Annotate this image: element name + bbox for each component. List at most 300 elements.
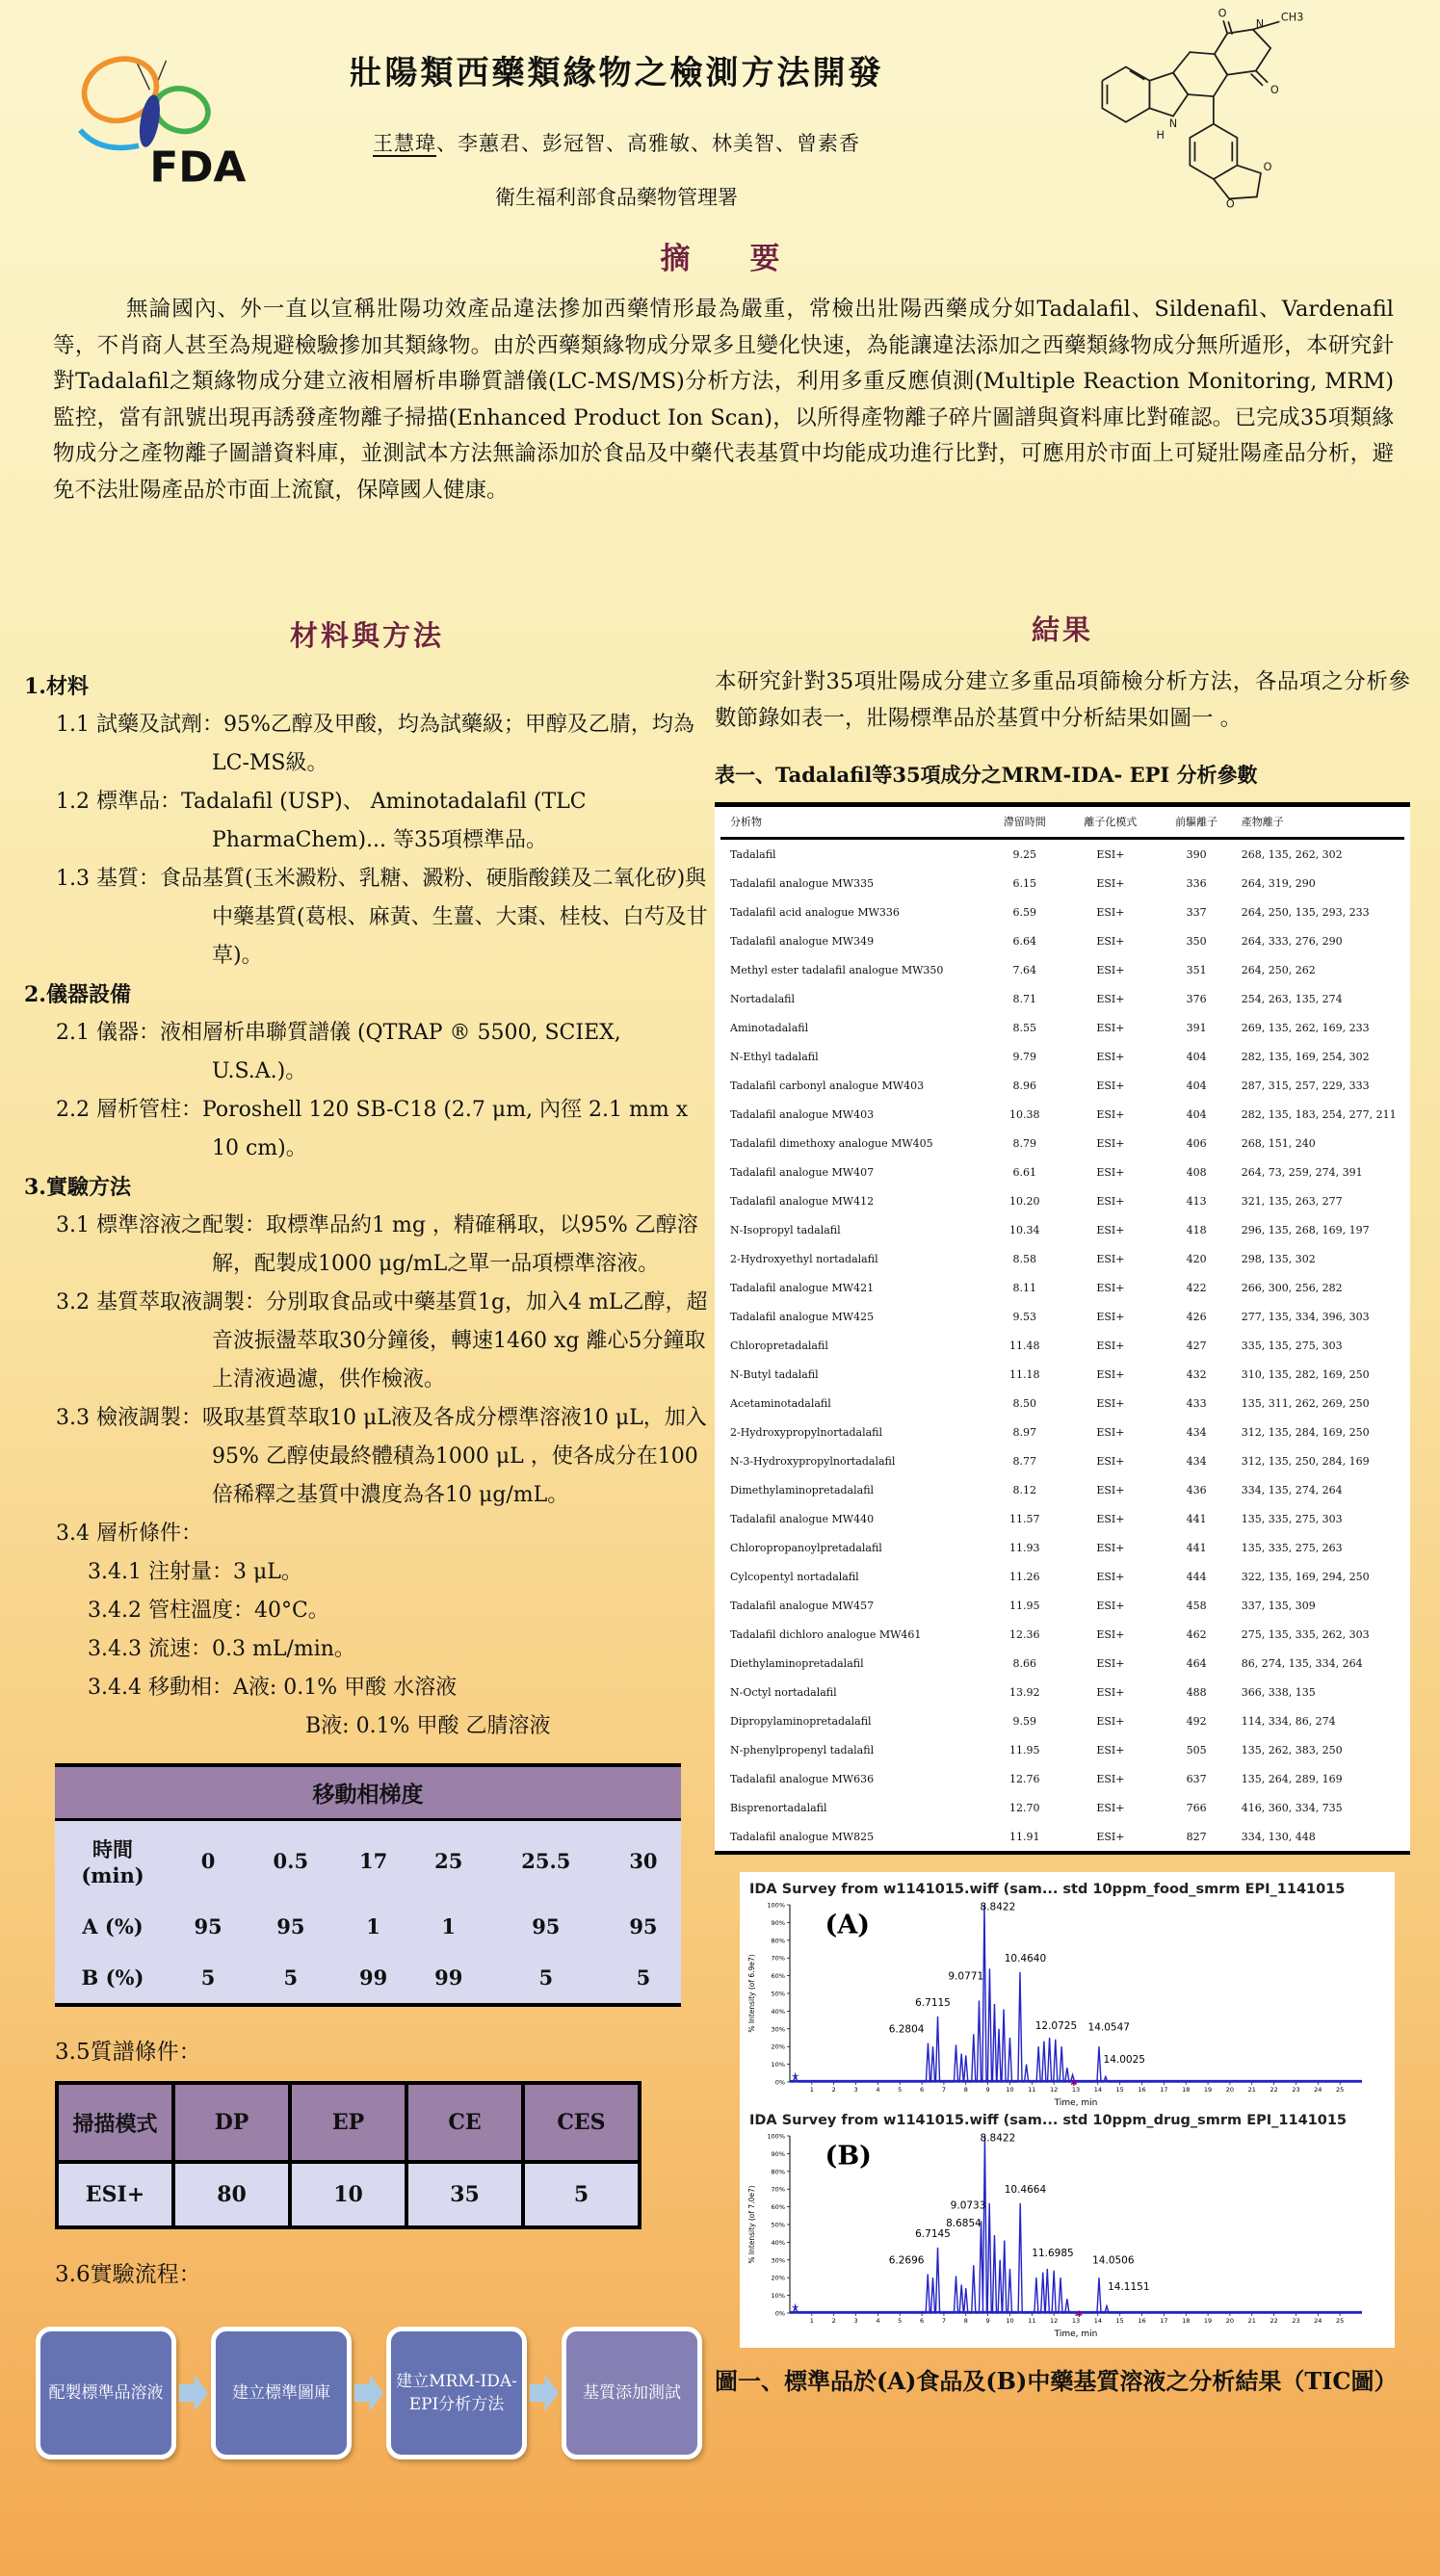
ms-header-cell: 掃描模式 (57, 2083, 173, 2162)
analyte-row (720, 1446, 1404, 1475)
svg-text:70%: 70% (771, 1954, 785, 1963)
svg-text:6.2804: 6.2804 (888, 2023, 925, 2036)
ms-value-cell: ESI+ (57, 2162, 173, 2227)
svg-text:0%: 0% (774, 2078, 785, 2087)
results-heading: 結果 (1031, 613, 1093, 646)
analyte-cell: 458 (1186, 1599, 1207, 1612)
method-item: B液: 0.1% 甲酸 乙腈溶液 (305, 1714, 551, 1738)
analyte-row (720, 1418, 1404, 1446)
svg-text:10: 10 (1006, 2317, 1014, 2325)
analyte-cell: 6.59 (1012, 905, 1036, 919)
analyte-cell: Chloropretadalafil (730, 1339, 828, 1352)
svg-text:1: 1 (809, 2317, 814, 2325)
svg-text:14.0025: 14.0025 (1103, 2053, 1145, 2066)
svg-text:21: 21 (1247, 2086, 1256, 2094)
gradient-row (55, 1901, 681, 1952)
analyte-cell: 266, 300, 256, 282 (1241, 1281, 1343, 1294)
analyte-cell: N-Isopropyl tadalafil (730, 1223, 841, 1236)
analyte-cell: N-Octyl nortadalafil (730, 1685, 837, 1699)
svg-text:+: + (791, 2302, 799, 2313)
analyte-cell: Tadalafil analogue MW407 (730, 1165, 875, 1179)
gradient-value: 30 (629, 1849, 658, 1873)
analyte-cell: ESI+ (1096, 1079, 1125, 1092)
ms-header-cell: CE (406, 2083, 523, 2162)
svg-text:13: 13 (1071, 2086, 1081, 2094)
analyte-cell: ESI+ (1096, 1194, 1125, 1208)
gradient-row-label: 時間 (min) (81, 1837, 144, 1887)
analyte-cell: 264, 319, 290 (1241, 876, 1316, 890)
analyte-cell: 135, 262, 383, 250 (1241, 1743, 1343, 1756)
analyte-row (720, 1591, 1404, 1620)
analyte-cell: ESI+ (1096, 934, 1125, 948)
analyte-row (720, 1158, 1404, 1186)
analyte-cell: Acetaminotadalafil (730, 1396, 831, 1410)
analyte-cell: N-Ethyl tadalafil (730, 1050, 819, 1063)
analyte-cell: 335, 135, 275, 303 (1241, 1339, 1343, 1352)
results-body: 本研究針對35項壯陽成分建立多重品項篩檢分析方法，各品項之分析參數節錄如表一，壯陽標準品於基質中分析結果如圖一 。 (715, 669, 1410, 731)
analyte-cell: ESI+ (1096, 1252, 1125, 1265)
analyte-cell: ESI+ (1096, 905, 1125, 919)
analyte-row (720, 1244, 1404, 1273)
analyte-cell: 376 (1186, 992, 1207, 1005)
analyte-cell: 6.64 (1012, 934, 1036, 948)
svg-text:✱: ✱ (1069, 2079, 1078, 2089)
analyte-row (720, 1649, 1404, 1678)
svg-text:50%: 50% (771, 1990, 785, 1998)
svg-text:12: 12 (1050, 2317, 1059, 2325)
gradient-value: 17 (358, 1849, 388, 1873)
analyte-cell: 264, 333, 276, 290 (1241, 934, 1343, 948)
analyte-cell: ESI+ (1096, 1050, 1125, 1063)
analyte-cell: Tadalafil (730, 847, 776, 861)
svg-text:12: 12 (1050, 2086, 1059, 2094)
analyte-cell: 11.95 (1009, 1599, 1040, 1612)
svg-text:11: 11 (1028, 2086, 1036, 2094)
method-item: 3.4.3 流速：0.3 mL/min。 (88, 1637, 355, 1661)
analyte-row (720, 1215, 1404, 1244)
analyte-cell: 8.97 (1012, 1425, 1036, 1439)
analyte-cell: ESI+ (1096, 1801, 1125, 1814)
analyte-cell: 282, 135, 183, 254, 277, 211 (1241, 1107, 1397, 1121)
svg-text:20%: 20% (771, 2274, 785, 2282)
ms-conditions-table (55, 2081, 641, 2229)
analyte-cell: ESI+ (1096, 1772, 1125, 1785)
analyte-header-cell: 前驅離子 (1154, 807, 1240, 839)
svg-text:9.0733: 9.0733 (950, 2199, 986, 2212)
analyte-cell: 9.59 (1012, 1714, 1036, 1728)
analyte-cell: 135, 264, 289, 169 (1241, 1772, 1343, 1785)
svg-text:6: 6 (920, 2317, 925, 2325)
svg-text:10%: 10% (771, 2292, 785, 2301)
gradient-value: 25 (434, 1849, 463, 1873)
flow-step: 建立MRM-IDA-EPI分析方法 (386, 2327, 527, 2459)
svg-text:80%: 80% (771, 2168, 785, 2176)
flow-arrow-icon (179, 2375, 208, 2411)
analyte-cell: 9.25 (1012, 847, 1036, 861)
analyte-row (720, 1620, 1404, 1649)
analyte-cell: 441 (1186, 1512, 1207, 1525)
analyte-header-cell: 產物離子 (1240, 807, 1404, 839)
analyte-cell: 351 (1186, 963, 1207, 976)
svg-text:100%: 100% (767, 1901, 785, 1910)
analyte-cell: ESI+ (1096, 1743, 1125, 1756)
analyte-cell: 8.77 (1012, 1454, 1036, 1468)
flow-caption: 3.6實驗流程： (55, 2262, 201, 2287)
svg-text:8.6854: 8.6854 (946, 2217, 982, 2229)
analyte-cell: ESI+ (1096, 1021, 1125, 1034)
abstract-heading: 摘 要 (660, 242, 780, 276)
analyte-row (720, 1186, 1404, 1215)
svg-text:O: O (1225, 197, 1235, 211)
svg-text:100%: 100% (767, 2132, 785, 2141)
analyte-cell: 434 (1186, 1425, 1207, 1439)
analyte-cell: 436 (1186, 1483, 1207, 1496)
analyte-cell: 8.71 (1012, 992, 1036, 1005)
chromatogram-a-title: IDA Survey from w1141015.wiff (sam... std 10ppm_food_smrm EPI_1141015 (749, 1882, 1346, 1897)
svg-text:40%: 40% (771, 2238, 785, 2247)
analyte-cell: ESI+ (1096, 1627, 1125, 1641)
analyte-cell: 427 (1186, 1339, 1207, 1352)
analyte-cell: Cylcopentyl nortadalafil (730, 1570, 859, 1583)
analyte-cell: 13.92 (1009, 1685, 1040, 1699)
ms-value-cell: 35 (406, 2162, 523, 2227)
svg-text:9: 9 (985, 2086, 990, 2094)
analyte-row (720, 1562, 1404, 1591)
analyte-cell: ESI+ (1096, 992, 1125, 1005)
gradient-value: 99 (358, 1965, 388, 1990)
svg-text:50%: 50% (771, 2221, 785, 2229)
analyte-cell: 766 (1186, 1801, 1207, 1814)
analyte-row (720, 1100, 1404, 1129)
analyte-cell: N-phenylpropenyl tadalafil (730, 1743, 875, 1756)
analyte-cell: 406 (1186, 1136, 1207, 1150)
analyte-cell: 264, 250, 135, 293, 233 (1241, 905, 1370, 919)
svg-text:9.0771: 9.0771 (948, 1970, 984, 1983)
svg-text:12.0725: 12.0725 (1034, 2019, 1078, 2032)
analyte-cell: 462 (1186, 1627, 1207, 1641)
analyte-cell: Tadalafil analogue MW421 (730, 1281, 875, 1294)
analyte-row (720, 1706, 1404, 1735)
analyte-cell: ESI+ (1096, 1599, 1125, 1612)
svg-text:10: 10 (1006, 2086, 1014, 2094)
analyte-cell: 426 (1186, 1310, 1207, 1323)
analyte-cell: 637 (1186, 1772, 1207, 1785)
authors-line (308, 128, 925, 157)
svg-text:8.8422: 8.8422 (980, 2132, 1016, 2145)
flow-step: 建立標準圖庫 (211, 2327, 352, 2459)
analyte-cell: 312, 135, 250, 284, 169 (1241, 1454, 1370, 1468)
analyte-cell: ESI+ (1096, 1541, 1125, 1554)
flow-step: 基質添加測試 (562, 2327, 702, 2459)
gradient-value: 95 (194, 1914, 223, 1939)
analyte-row (720, 1273, 1404, 1302)
svg-text:20: 20 (1225, 2086, 1235, 2094)
chromatogram-panel-b (746, 2113, 1389, 2342)
svg-text:14: 14 (1093, 2317, 1102, 2325)
svg-text:6.2696: 6.2696 (888, 2254, 925, 2267)
analyte-cell: 282, 135, 169, 254, 302 (1241, 1050, 1370, 1063)
analyte-table-wrap (715, 802, 1410, 1855)
svg-text:30%: 30% (771, 2025, 785, 2034)
analyte-row (720, 1764, 1404, 1793)
analyte-cell: 827 (1186, 1830, 1207, 1843)
results-column (715, 609, 1410, 2402)
analyte-cell: 254, 263, 135, 274 (1241, 992, 1343, 1005)
analyte-cell: 420 (1186, 1252, 1207, 1265)
gradient-value: 95 (629, 1914, 658, 1939)
table-one-caption: 表一、Tadalafil等35項成分之MRM-IDA- EPI 分析參數 (715, 763, 1258, 787)
affiliation: 衛生福利部食品藥物管理署 (495, 186, 738, 209)
analyte-cell: 298, 135, 302 (1241, 1252, 1316, 1265)
svg-text:% Intensity (of 6.9e7): % Intensity (of 6.9e7) (747, 1954, 756, 2033)
analyte-cell: Bisprenortadalafil (730, 1801, 827, 1814)
abstract-body: 無論國內、外一直以宣稱壯陽功效產品違法摻加西藥情形最為嚴重，常檢出壯陽西藥成分如Tadalafil、Sildenafil、Vardenafil 等，不肖商人甚至為規避檢驗摻加其類緣物。由於西藥類緣物成分眾多且變化快速，為能讓違法添加之西藥類緣物成分無所遁形，本研究針對Tadalafil之類緣物成分建立液相層析串聯質譜儀(LC-MS/MS)分析方法，利用多重反應偵測(Multiple Reaction Monitoring, MRM)監控，當有訊號出現再誘發產物離子掃描(Enhanced Product Ion Scan)，以所得產物離子碎片圖譜與資料庫比對確認。已完成35項類緣物成分之產物離子圖譜資料庫，並測試本方法無論添加於食品及中藥代表基質中均能成功進行比對，可應用於市面上可疑壯陽產品分析，避免不法壯陽產品於市面上流竄，保障國人健康。 (53, 297, 1394, 503)
analyte-header-cell: 分析物 (720, 807, 982, 839)
svg-text:8: 8 (963, 2086, 968, 2094)
svg-text:6.7145: 6.7145 (915, 2227, 951, 2240)
svg-text:19: 19 (1203, 2086, 1213, 2094)
svg-text:18: 18 (1182, 2086, 1191, 2094)
svg-text:17: 17 (1160, 2086, 1168, 2094)
poster-title: 壯陽類西藥類緣物之檢測方法開發 (349, 54, 884, 92)
analyte-cell: 337 (1186, 905, 1207, 919)
method-item: 1.2 標準品：Tadalafil (USP)、 Aminotadalafil (TLC PharmaChem)... 等35項標準品。 (56, 790, 587, 852)
svg-text:+: + (791, 2070, 799, 2082)
analyte-cell: ESI+ (1096, 963, 1125, 976)
analyte-cell: 391 (1186, 1021, 1207, 1034)
analyte-cell: 11.91 (1009, 1830, 1040, 1843)
gradient-table-title: 移動相梯度 (55, 1765, 681, 1820)
analyte-cell: ESI+ (1096, 1107, 1125, 1121)
analyte-row (720, 869, 1404, 898)
analyte-cell: Diethylaminopretadalafil (730, 1656, 864, 1670)
method-item: 3.3 檢液調製：吸取基質萃取10 μL液及各成分標準溶液10 μL，加入95% 乙醇使最終體積為1000 μL ，使各成分在100倍稀釋之基質中濃度為各10 μg/mL。 (56, 1406, 707, 1507)
gradient-value: 5 (538, 1965, 554, 1990)
analyte-cell: 268, 151, 240 (1241, 1136, 1316, 1150)
gradient-value: 1 (366, 1914, 380, 1939)
svg-text:% Intensity (of 7.0e7): % Intensity (of 7.0e7) (747, 2185, 756, 2264)
analyte-cell: 416, 360, 334, 735 (1241, 1801, 1343, 1814)
svg-text:25: 25 (1336, 2086, 1345, 2094)
svg-text:90%: 90% (771, 2149, 785, 2158)
gradient-value: 95 (276, 1914, 305, 1939)
analyte-cell: 413 (1186, 1194, 1207, 1208)
flow-step: 配製標準品溶液 (36, 2327, 176, 2459)
svg-text:16: 16 (1138, 2086, 1146, 2094)
svg-text:N: N (1168, 117, 1178, 130)
method-item: 1.材料 (24, 674, 89, 699)
svg-text:14.0506: 14.0506 (1092, 2254, 1135, 2267)
analyte-cell: ESI+ (1096, 1136, 1125, 1150)
svg-text:7: 7 (941, 2317, 946, 2325)
gradient-value: 99 (434, 1965, 463, 1990)
svg-text:40%: 40% (771, 2007, 785, 2016)
analyte-cell: ESI+ (1096, 1570, 1125, 1583)
analyte-cell: 434 (1186, 1454, 1207, 1468)
svg-text:10.4664: 10.4664 (1004, 2183, 1047, 2196)
svg-text:14.0547: 14.0547 (1087, 2021, 1130, 2034)
analyte-cell: 464 (1186, 1656, 1207, 1670)
ms-value-cell: 5 (523, 2162, 640, 2227)
analyte-cell: 11.48 (1009, 1339, 1040, 1352)
analyte-cell: 8.58 (1012, 1252, 1036, 1265)
analyte-row (720, 1042, 1404, 1071)
svg-text:5: 5 (898, 2317, 903, 2325)
analyte-cell: 322, 135, 169, 294, 250 (1241, 1570, 1370, 1583)
analyte-cell: 269, 135, 262, 169, 233 (1241, 1021, 1370, 1034)
analyte-cell: Tadalafil analogue MW335 (730, 876, 875, 890)
analyte-cell: 444 (1186, 1570, 1207, 1583)
analyte-cell: 334, 135, 274, 264 (1241, 1483, 1343, 1496)
analyte-cell: 2-Hydroxyethyl nortadalafil (730, 1252, 878, 1265)
analyte-row (720, 1129, 1404, 1158)
analyte-cell: ESI+ (1096, 1223, 1125, 1236)
gradient-value: 25.5 (521, 1849, 571, 1873)
analyte-cell: Dipropylaminopretadalafil (730, 1714, 872, 1728)
svg-text:21: 21 (1247, 2317, 1256, 2325)
butterfly-icon (65, 40, 249, 204)
ms-header-cell: DP (173, 2083, 290, 2162)
chromatogram-b-title: IDA Survey from w1141015.wiff (sam... std 10ppm_drug_smrm EPI_1141015 (749, 2113, 1348, 2128)
svg-text:O: O (1270, 84, 1279, 97)
analyte-cell: 433 (1186, 1396, 1207, 1410)
analyte-cell: Tadalafil analogue MW636 (730, 1772, 875, 1785)
analyte-cell: 10.38 (1009, 1107, 1040, 1121)
analyte-cell: 9.79 (1012, 1050, 1036, 1063)
ms-conditions-caption: 3.5質譜條件： (55, 2040, 201, 2065)
svg-text:3: 3 (853, 2086, 858, 2094)
analyte-row (720, 1735, 1404, 1764)
analyte-cell: 275, 135, 335, 262, 303 (1241, 1627, 1370, 1641)
method-item: 3.4.4 移動相：A液: 0.1% 甲酸 水溶液 (88, 1676, 458, 1700)
analyte-cell: 11.18 (1009, 1367, 1040, 1381)
analyte-cell: Chloropropanoylpretadalafil (730, 1541, 882, 1554)
svg-text:15: 15 (1115, 2317, 1124, 2325)
analyte-cell: Tadalafil analogue MW349 (730, 934, 875, 948)
methods-column (24, 614, 710, 2459)
figure-one-caption: 圖一、標準品於(A)食品及(B)中藥基質溶液之分析結果（TIC圖） (715, 2367, 1398, 2395)
analyte-row (720, 1533, 1404, 1562)
analyte-cell: 8.12 (1012, 1483, 1036, 1496)
analyte-cell: 114, 334, 86, 274 (1241, 1714, 1336, 1728)
svg-text:22: 22 (1270, 2086, 1278, 2094)
analyte-row (720, 1013, 1404, 1042)
svg-text:8.8422: 8.8422 (980, 1901, 1016, 1913)
analyte-cell: Tadalafil carbonyl analogue MW403 (730, 1079, 925, 1092)
flow-arrow-icon (530, 2375, 559, 2411)
analyte-cell: 135, 335, 275, 263 (1241, 1541, 1343, 1554)
analyte-row (720, 984, 1404, 1013)
methods-list (24, 667, 710, 1746)
svg-text:25: 25 (1336, 2317, 1345, 2325)
analyte-cell: ESI+ (1096, 1165, 1125, 1179)
analyte-cell: Tadalafil analogue MW412 (730, 1194, 875, 1208)
analyte-cell: Tadalafil dichloro analogue MW461 (730, 1627, 922, 1641)
svg-text:22: 22 (1270, 2317, 1278, 2325)
analyte-row (720, 898, 1404, 926)
flow-arrow-icon (354, 2375, 383, 2411)
analyte-cell: N-Butyl tadalafil (730, 1367, 819, 1381)
svg-text:✱: ✱ (1075, 2310, 1084, 2320)
svg-text:11: 11 (1028, 2317, 1036, 2325)
analyte-cell: Tadalafil analogue MW425 (730, 1310, 875, 1323)
analyte-cell: 8.96 (1012, 1079, 1036, 1092)
analyte-cell: 135, 335, 275, 303 (1241, 1512, 1343, 1525)
analyte-cell: 321, 135, 263, 277 (1241, 1194, 1343, 1208)
analyte-row (720, 1389, 1404, 1418)
svg-text:10.4640: 10.4640 (1004, 1952, 1047, 1965)
svg-text:60%: 60% (771, 2203, 785, 2212)
analyte-cell: ESI+ (1096, 1425, 1125, 1439)
analyte-cell: 11.95 (1009, 1743, 1040, 1756)
analyte-row (720, 839, 1404, 870)
analyte-cell: 8.55 (1012, 1021, 1036, 1034)
method-item: 3.2 基質萃取液調製：分別取食品或中藥基質1g，加入4 mL乙醇，超音波振盪萃取30分鐘後，轉速1460 xg 離心5分鐘取上清液過濾，供作檢液。 (56, 1290, 708, 1392)
analyte-cell: Aminotadalafil (730, 1021, 809, 1034)
methods-heading: 材料與方法 (289, 619, 444, 652)
analyte-cell: 337, 135, 309 (1241, 1599, 1316, 1612)
gradient-row-label: A (%) (82, 1914, 144, 1939)
analyte-cell: ESI+ (1096, 847, 1125, 861)
svg-text:Time, min: Time, min (1054, 2329, 1098, 2338)
svg-text:5: 5 (898, 2086, 903, 2094)
analyte-cell: 264, 250, 262 (1241, 963, 1316, 976)
svg-text:14: 14 (1093, 2086, 1102, 2094)
analyte-cell: 6.61 (1012, 1165, 1036, 1179)
analyte-cell: ESI+ (1096, 1656, 1125, 1670)
analyte-cell: 8.66 (1012, 1656, 1036, 1670)
analyte-cell: 86, 274, 135, 334, 264 (1241, 1656, 1363, 1670)
gradient-row (55, 1952, 681, 2005)
chromatogram-panel-a (746, 1882, 1389, 2111)
analyte-cell: ESI+ (1096, 1714, 1125, 1728)
analyte-cell: 8.79 (1012, 1136, 1036, 1150)
analyte-cell: 432 (1186, 1367, 1207, 1381)
svg-text:O: O (1263, 160, 1272, 173)
ms-value-cell: 10 (290, 2162, 406, 2227)
method-item: 3.1 標準溶液之配製：取標準品約1 mg ，精確稱取，以95% 乙醇溶解，配製成1000 μg/mL之單一品項標準溶液。 (56, 1213, 698, 1276)
svg-text:11.6985: 11.6985 (1032, 2248, 1074, 2260)
svg-text:3: 3 (853, 2317, 858, 2325)
experiment-flowchart (36, 2327, 710, 2459)
gradient-value: 0 (200, 1849, 216, 1873)
ms-header-cell: CES (523, 2083, 640, 2162)
svg-text:14.1151: 14.1151 (1108, 2281, 1150, 2294)
ms-value-cell: 80 (173, 2162, 290, 2227)
svg-text:N: N (1255, 17, 1265, 31)
gradient-value: 5 (200, 1965, 216, 1990)
analyte-row (720, 955, 1404, 984)
analyte-cell: Tadalafil acid analogue MW336 (730, 905, 900, 919)
svg-text:24: 24 (1314, 2317, 1322, 2325)
method-item: 1.3 基質：食品基質(玉米澱粉、乳糖、澱粉、硬脂酸鎂及二氧化矽)與中藥基質(葛根、麻黃、生薑、大棗、桂枝、白芍及甘草)。 (56, 867, 708, 968)
analyte-cell: 268, 135, 262, 302 (1241, 847, 1343, 861)
svg-text:2: 2 (831, 2317, 836, 2325)
analyte-cell: 12.76 (1009, 1772, 1040, 1785)
svg-text:(B): (B) (825, 2141, 872, 2172)
svg-text:10%: 10% (771, 2061, 785, 2069)
analyte-header-cell: 滯留時間 (982, 807, 1067, 839)
svg-text:Time, min: Time, min (1054, 2098, 1098, 2107)
svg-text:90%: 90% (771, 1918, 785, 1927)
analyte-row (720, 1071, 1404, 1100)
analyte-cell: 312, 135, 284, 169, 250 (1241, 1425, 1370, 1439)
gradient-value: 5 (636, 1965, 651, 1990)
analyte-cell: 441 (1186, 1541, 1207, 1554)
analyte-cell: 336 (1186, 876, 1207, 890)
method-item: 3.實驗方法 (24, 1175, 131, 1200)
analyte-cell: 6.15 (1012, 876, 1036, 890)
